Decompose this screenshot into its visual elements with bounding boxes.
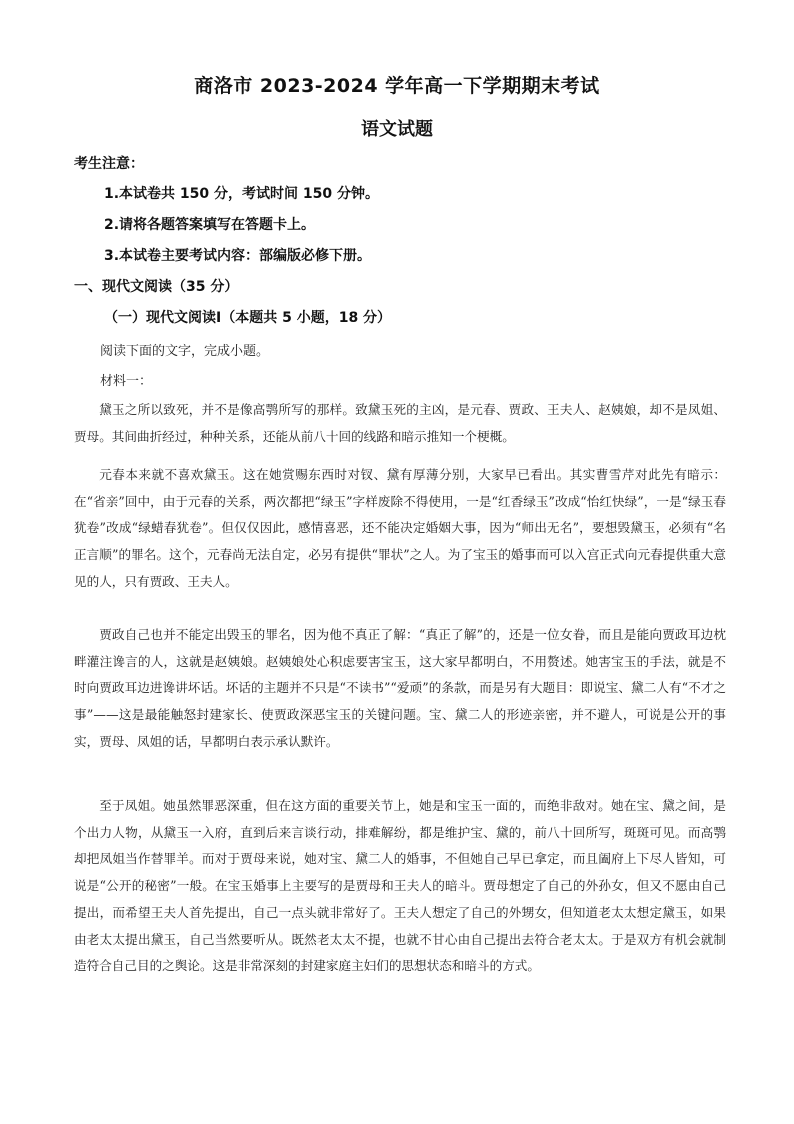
reading-instruction: 阅读下面的文字，完成小题。 [100,344,270,359]
exam-title: 商洛市 2023-2024 学年高一下学期期末考试 [194,75,600,97]
paragraph-2: 元春本来就不喜欢黛玉。这在她赏赐东西时对钗、黛有厚薄分别，大家早已看出。其实曹雪芹对此先有暗示：在“省亲”回中，由于元春的关系，两次都把“绿玉”字样废除不得使用，一是“红香绿玉”改成“怡红快绿”，一是“绿玉春犹卷”改成“绿蜡春犹卷”。但仅仅因此，感情喜恶，还不能决定婚姻大事，因为“师出无名”，要想毁黛玉，必须有“名正言顺”的罪名。这个，元春尚无法自定，必另有提供“罪状”之人。为了宝玉的婚事而可以入宫正式向元春提供重大意见的人，只有贾政、王夫人。 [74,467,726,589]
section-heading: 一、现代文阅读（35 分） [74,279,239,295]
notice-item-3: 3.本试卷主要考试内容：部编版必修下册。 [104,248,372,264]
paragraph-4: 至于凤姐。她虽然罪恶深重，但在这方面的重要关节上，她是和宝玉一面的，而绝非敌对。她在宝、黛之间，是个出力人物，从黛玉一入府，直到后来言谈行动，排难解纷，都是维护宝、黛的，前八十回所写，斑斑可见。而高鹗却把凤姐当作替罪羊。而对于贾母来说，她对宝、黛二人的婚事，不但她自己早已拿定，而且阖府上下尽人皆知，可说是“公开的秘密”一般。在宝玉婚事上主要写的是贾母和王夫人的暗斗。贾母想定了自己的外孙女，但又不愿由自己提出，而希望王夫人首先提出，自己一点头就非常好了。王夫人想定了自己的外甥女，但知道老太太想定黛玉，如果由老太太提出黛玉，自己当然要听从。既然老太太不提，也就不甘心由自己提出去符合老太太。于是双方有机会就制造符合自己目的之舆论。这是非常深刻的封建家庭主妇们的思想状态和暗斗的方式。 [74,798,726,974]
notice-item-2: 2.请将各题答案填写在答题卡上。 [104,217,316,233]
subsection-heading: （一）现代文阅读Ⅰ（本题共 5 小题，18 分） [104,310,392,326]
notice-heading: 考生注意： [74,156,144,172]
paragraph-1: 黛玉之所以致死，并不是像高鹗所写的那样。致黛玉死的主凶，是元春、贾政、王夫人、赵姨娘，却不是凤姐、贾母。其间曲折经过，种种关系，还能从前八十回的线路和暗示推知一个梗概。 [74,402,726,444]
exam-subject-title: 语文试题 [361,119,433,140]
material-label: 材料一： [100,374,153,389]
notice-item-1: 1.本试卷共 150 分，考试时间 150 分钟。 [104,186,380,202]
paragraph-3: 贾政自己也并不能定出毁玉的罪名，因为他不真正了解：“真正了解”的，还是一位女眷，而且是能向贾政耳边枕畔灌注谗言的人，这就是赵姨娘。赵姨娘处心积虑要害宝玉，这大家早都明白，不用赘述。她害宝玉的手法，就是不时向贾政耳边进谗讲坏话。坏话的主题并不只是“不读书”“爱顽”的条款，而是另有大题目：即说宝、黛二人有“不才之事”——这是最能触怒封建家长、使贾政深恶宝玉的关键问题。宝、黛二人的形迹亲密，并不避人，可说是公开的事实，贾母、凤姐的话，早都明白表示承认默许。 [74,627,726,749]
